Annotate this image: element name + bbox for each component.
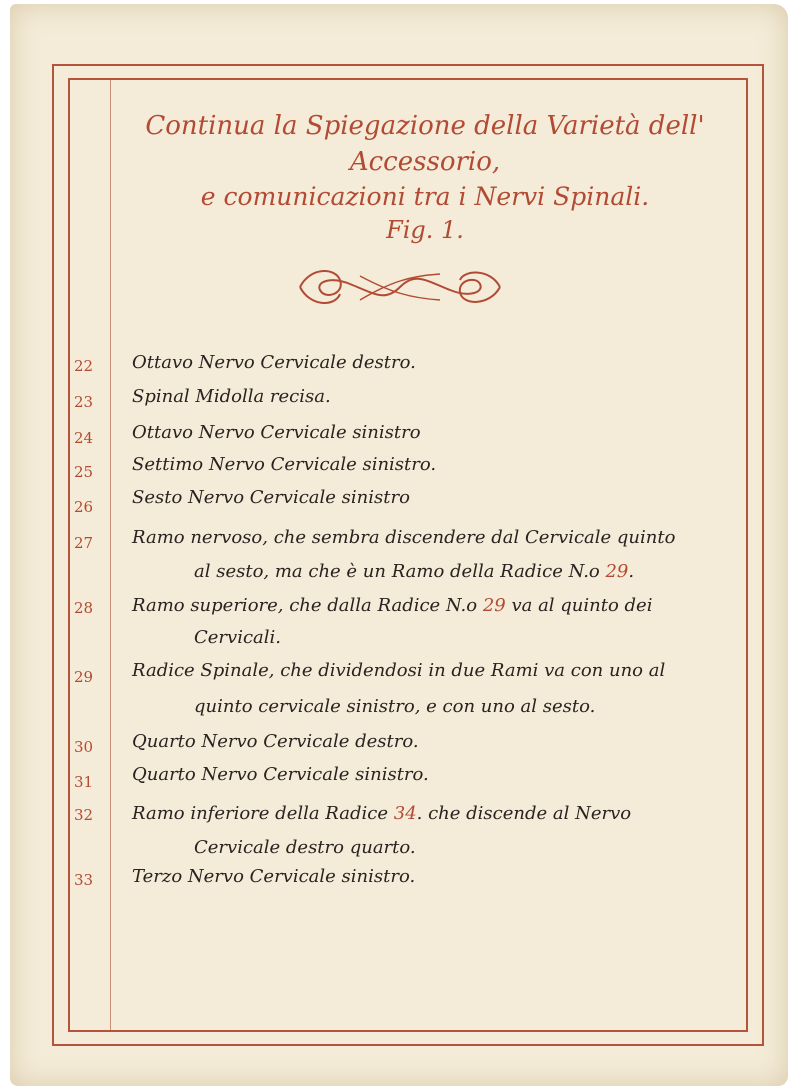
page-title (110, 108, 740, 246)
entry-line: Cervicale destro quarto. (194, 837, 416, 858)
entry-line: Settimo Nervo Cervicale sinistro. (132, 454, 437, 475)
cross-reference-number: 29 (605, 561, 629, 582)
entry-number: 25 (74, 463, 94, 481)
entry-text (132, 764, 722, 785)
entry-number: 32 (74, 806, 94, 824)
cross-reference-number: 34 (393, 803, 417, 824)
title-line-1: Continua la Spiegazione della Varietà dell' Accessorio, (145, 111, 705, 177)
entry-line: Radice Spinale, che dividendosi in due Rami va con uno al (132, 660, 666, 681)
entry-line: Quarto Nervo Cervicale destro. (132, 731, 419, 752)
entry-text (132, 487, 722, 508)
entry-text (132, 731, 722, 752)
entry-number: 27 (74, 534, 94, 552)
entry-number: 26 (74, 498, 94, 516)
entry-number: 22 (74, 357, 94, 375)
entry-line: quinto cervicale sinistro, e con uno al sesto. (194, 696, 596, 717)
entry-number: 30 (74, 738, 94, 756)
entry-number: 31 (74, 773, 94, 791)
flourish-ornament-icon (290, 262, 510, 312)
entry-number: 33 (74, 871, 94, 889)
entry-line: Terzo Nervo Cervicale sinistro. (132, 866, 416, 887)
title-line-2: e comunicazioni tra i Nervi Spinali. (200, 182, 650, 211)
entry-line: Ramo nervoso, che sembra discendere dal Cervicale quinto (132, 527, 676, 548)
entry-line: Ottavo Nervo Cervicale destro. (132, 352, 416, 373)
entry-text (132, 653, 722, 725)
entry-number: 23 (74, 393, 94, 411)
entry-number: 28 (74, 599, 94, 617)
entry-line: Ramo superiore, che dalla Radice N.o 29 va al quinto dei (132, 595, 653, 616)
cross-reference-number: 29 (482, 595, 506, 616)
entry-text (132, 866, 722, 887)
entry-line: Spinal Midolla recisa. (132, 386, 331, 407)
entry-text (132, 521, 722, 589)
entry-text (132, 797, 722, 865)
entry-line: al sesto, ma che è un Ramo della Radice N.o 29. (194, 561, 635, 582)
entry-line: Ottavo Nervo Cervicale sinistro (132, 422, 421, 443)
entry-number: 24 (74, 429, 94, 447)
entry-line: Sesto Nervo Cervicale sinistro (132, 487, 410, 508)
entry-text (132, 590, 722, 654)
entry-text (132, 352, 722, 373)
entry-line: Cervicali. (194, 627, 282, 648)
entry-text (132, 422, 722, 443)
entry-line: Ramo inferiore della Radice 34. che discende al Nervo (132, 803, 632, 824)
entry-number: 29 (74, 668, 94, 686)
figure-label: Fig. 1. (386, 216, 464, 244)
entry-line: Quarto Nervo Cervicale sinistro. (132, 764, 429, 785)
entry-text (132, 386, 722, 407)
entry-text (132, 454, 722, 475)
